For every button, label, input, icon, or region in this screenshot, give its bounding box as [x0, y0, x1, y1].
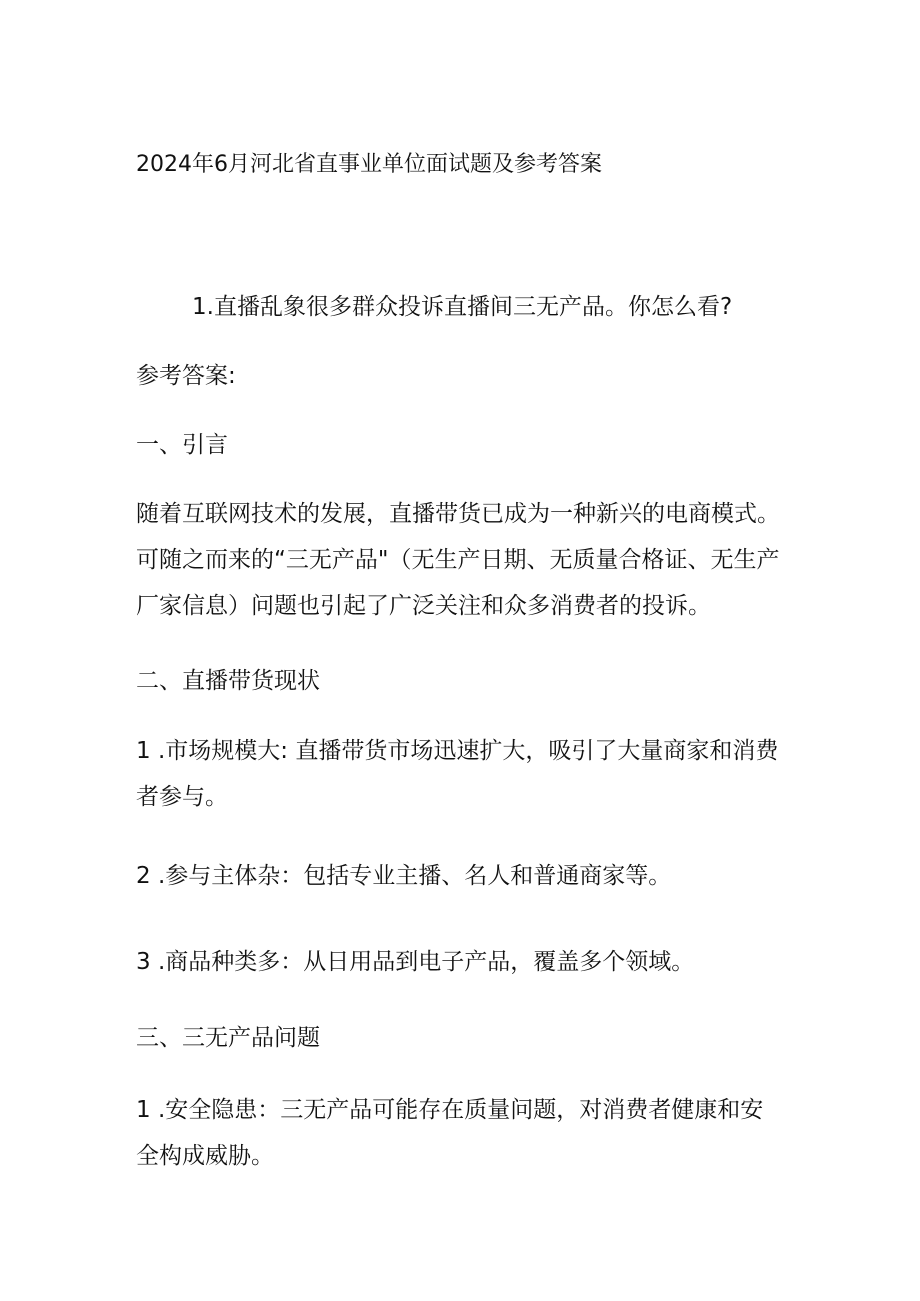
section-heading-intro: 一、引言 — [136, 432, 228, 458]
answer-label: 参考答案: — [136, 363, 236, 389]
section-heading-problem: 三、三无产品问题 — [136, 1025, 320, 1051]
section-heading-status: 二、直播带货现状 — [136, 668, 320, 694]
status-item-line: 者参与。 — [136, 784, 228, 810]
problem-item-1 — [136, 1087, 796, 1179]
intro-paragraph — [136, 491, 796, 629]
question-text: 1.直播乱象很多群众投诉直播间三无产品。你怎么看? — [192, 294, 733, 320]
intro-paragraph-line: 可随之而来的“三无产品"（无生产日期、无质量合格证、无生产 — [136, 547, 780, 573]
status-item-1 — [136, 728, 796, 820]
problem-item-line: 全构成威胁。 — [136, 1143, 274, 1169]
status-item-3: 3 .商品种类多：从日用品到电子产品，覆盖多个领域。 — [136, 949, 695, 975]
intro-paragraph-line: 厂家信息）问题也引起了广泛关注和众多消费者的投诉。 — [136, 593, 711, 619]
problem-item-line: 1 .安全隐患：三无产品可能存在质量问题，对消费者健康和安 — [136, 1097, 764, 1123]
status-item-2: 2 .参与主体杂：包括专业主播、名人和普通商家等。 — [136, 863, 672, 889]
intro-paragraph-line: 随着互联网技术的发展，直播带货已成为一种新兴的电商模式。 — [136, 501, 780, 527]
status-item-line: 1 .市场规模大: 直播带货市场迅速扩大，吸引了大量商家和消费 — [136, 738, 779, 764]
page-title: 2024年6月河北省直事业单位面试题及参考答案 — [136, 152, 602, 177]
